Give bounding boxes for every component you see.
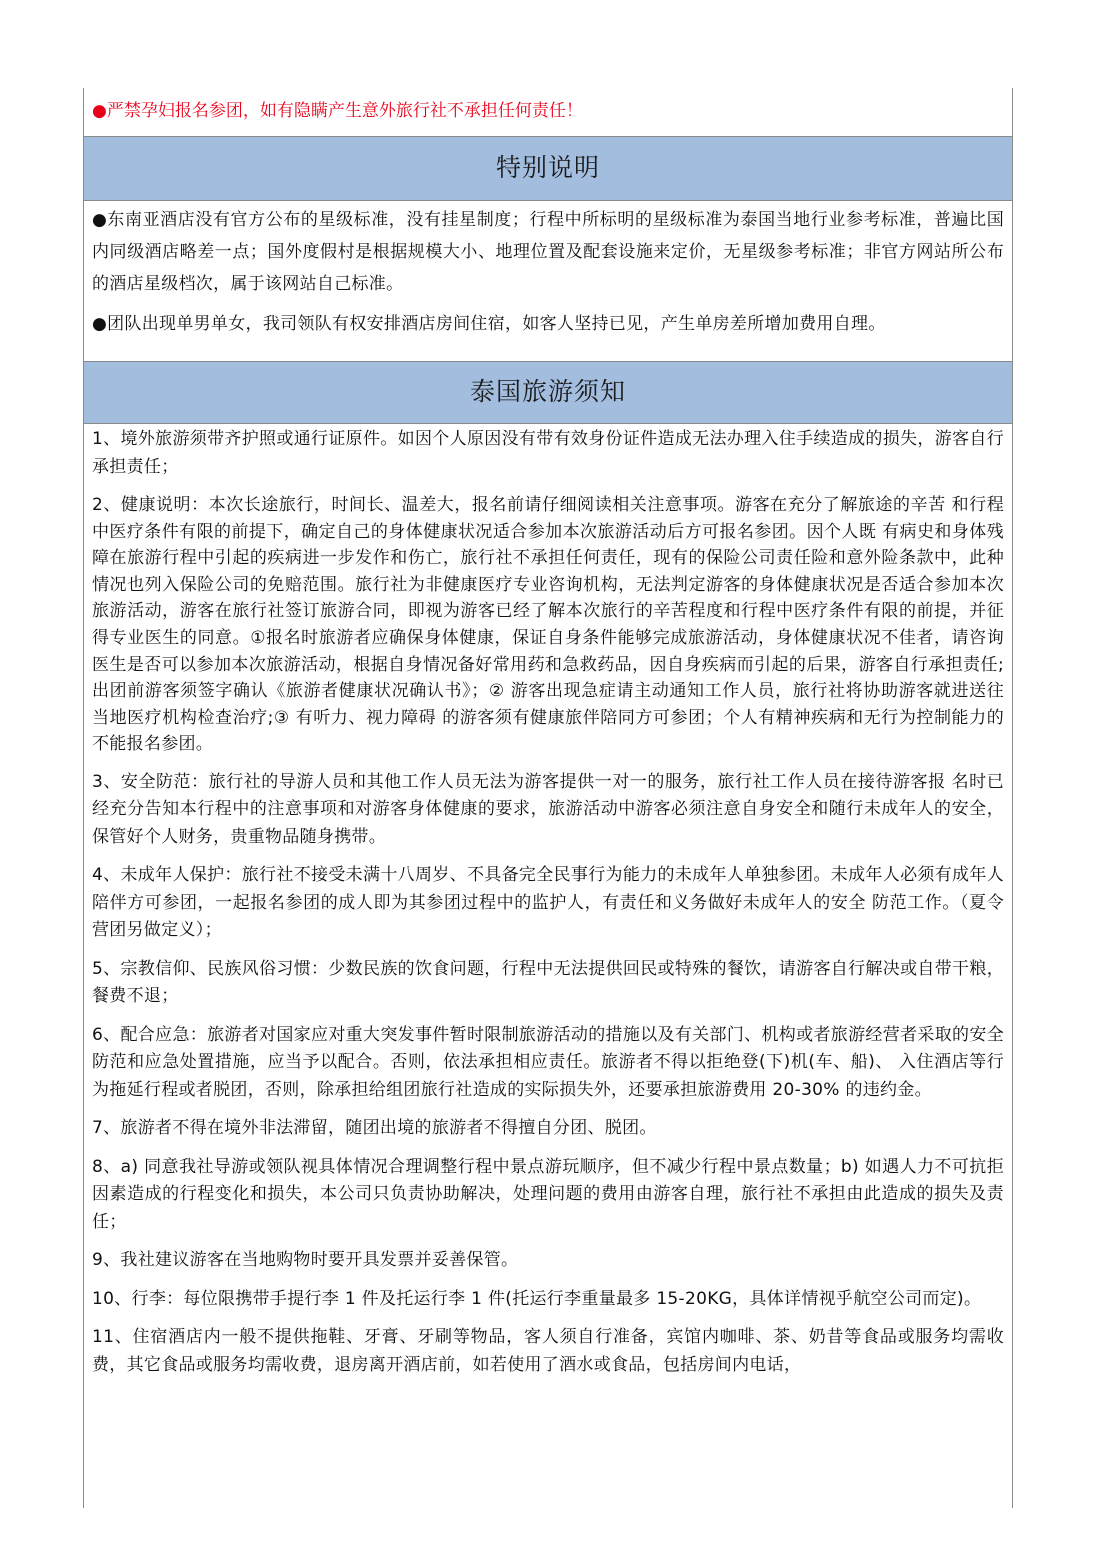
notice-item: 1、境外旅游须带齐护照或通行证原件。如因个人原因没有带有效身份证件造成无法办理入住手续造成的损失，游客自行承担责任； xyxy=(92,429,1004,477)
special-note: ●东南亚酒店没有官方公布的星级标准，没有挂星制度；行程中所标明的星级标准为泰国当地行业参考标准，普遍比国内同级酒店略差一点；国外度假村是根据规模大小、地理位置及配套设施来定价，无星级参考标准；非官方网站所公布的酒店星级档次，属于该网站自己标准。 xyxy=(92,210,1004,294)
notice-item: 11、住宿酒店内一般不提供拖鞋、牙膏、牙刷等物品，客人须自行准备，宾馆内咖啡、茶、奶昔等食品或服务均需收费，其它食品或服务均需收费，退房离开酒店前，如若使用了酒水或食品，包括房间内电话， xyxy=(92,1327,1004,1375)
notice-item: 7、旅游者不得在境外非法滞留，随团出境的旅游者不得擅自分团、脱团。 xyxy=(92,1118,657,1139)
notice-item: 2、健康说明：本次长途旅行，时间长、温差大，报名前请仔细阅读相关注意事项。游客在充分了解旅途的辛苦 和行程中医疗条件有限的前提下，确定自己的身体健康状况适合参加本次旅游活动后方可报名参团。因个人既 有病史和身体残障在旅游行程中引起的疾病进一步发作和伤亡，旅行社不承担任何责任，现有的保险公司责任险和意外险条款中，此种情况也列入保险公司的免赔范围。旅行社为非健康医疗专业咨询机构，无法判定游客的身体健康状况是否适合参加本次旅游活动，游客在旅行社签订旅游合同，即视为游客已经了解本次旅行的辛苦程度和行程中医疗条件有限的前提，并征得专业医生的同意。①报名时旅游者应确保身体健康，保证自身条件能够完成旅游活动，身体健康状况不佳者，请咨询医生是否可以参加本次旅游活动，根据自身情况备好常用药和急救药品，因自身疾病而引起的后果，游客自行承担责任;出团前游客须签字确认《旅游者健康状况确认书》；② 游客出现急症请主动通知工作人员，旅行社将协助游客就进送往当地医疗机构检查治疗;③ 有听力、视力障碍 的游客须有健康旅伴陪同方可参团；个人有精神疾病和无行为控制能力的不能报名参团。 xyxy=(92,495,1004,755)
notice-item: 4、未成年人保护：旅行社不接受未满十八周岁、不具备完全民事行为能力的未成年人单独参团。未成年人必须有成年人陪伴方可参团，一起报名参团的成人即为其参团过程中的监护人，有责任和义务做好未成年人的安全 防范工作。（夏令营团另做定义）； xyxy=(92,865,1004,941)
special-notes xyxy=(84,201,1012,362)
special-note: ●团队出现单男单女，我司领队有权安排酒店房间住宿，如客人坚持已见，产生单房差所增加费用自理。 xyxy=(92,314,886,334)
notice-item: 9、我社建议游客在当地购物时要开具发票并妥善保管。 xyxy=(92,1250,519,1271)
travel-notice-list xyxy=(84,424,1012,1379)
section-title-special: 特别说明 xyxy=(84,137,1012,201)
document-frame xyxy=(83,88,1013,1508)
pregnancy-warning: ●严禁孕妇报名参团，如有隐瞒产生意外旅行社不承担任何责任！ xyxy=(84,88,1012,137)
notice-item: 3、安全防范：旅行社的导游人员和其他工作人员无法为游客提供一对一的服务，旅行社工作人员在接待游客报 名时已经充分告知本行程中的注意事项和对游客身体健康的要求，旅游活动中游客必须注意自身安全和随行未成年人的安全，保管好个人财务，贵重物品随身携带。 xyxy=(92,771,1004,847)
notice-item: 10、行李：每位限携带手提行李 1 件及托运行李 1 件(托运行李重量最多 15-20KG，具体详情视乎航空公司而定)。 xyxy=(92,1288,982,1309)
notice-item: 8、a) 同意我社导游或领队视具体情况合理调整行程中景点游玩顺序，但不减少行程中景点数量；b) 如遇人力不可抗拒因素造成的行程变化和损失，本公司只负责协助解决，处理问题的费用由游客自理，旅行社不承担由此造成的损失及责任； xyxy=(92,1156,1004,1232)
notice-item: 5、宗教信仰、民族风俗习惯：少数民族的饮食问题，行程中无法提供回民或特殊的餐饮，请游客自行解决或自带干粮，餐费不退； xyxy=(92,958,1004,1007)
notice-item: 6、配合应急：旅游者对国家应对重大突发事件暂时限制旅游活动的措施以及有关部门、机构或者旅游经营者采取的安全防范和应急处置措施，应当予以配合。否则，依法承担相应责任。旅游者不得以拒绝登(下)机(车、船)、 入住酒店等行为拖延行程或者脱团，否则，除承担给组团旅行社造成的实际损失外，还要承担旅游费用 20-30% 的违约金。 xyxy=(92,1024,1004,1100)
section-title-notice: 泰国旅游须知 xyxy=(84,362,1012,424)
